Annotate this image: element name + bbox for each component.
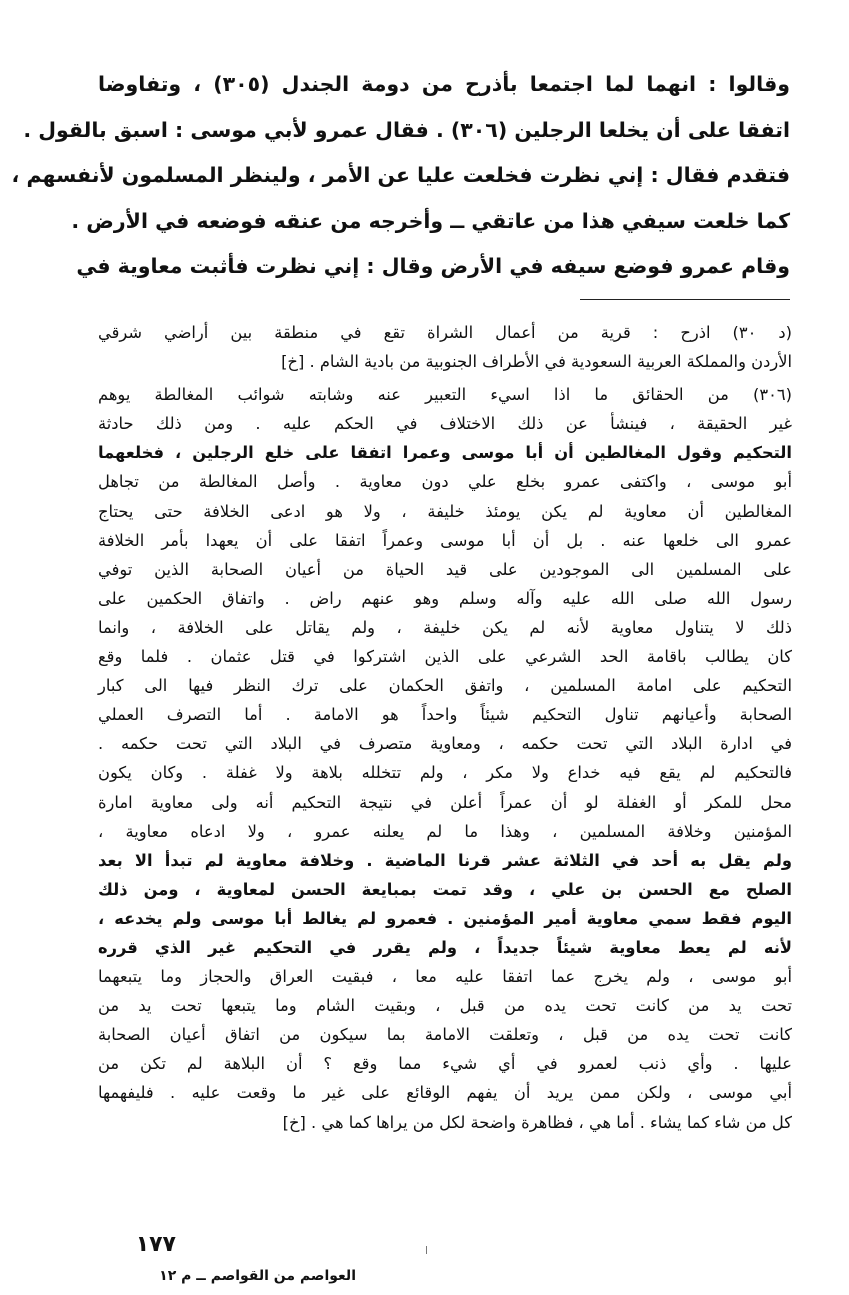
footnote-line: التحكيم على امامة المسلمين ، واتفق الحكمان على ترك النظر فيها الى كبار (98, 676, 792, 696)
footnote-separator (580, 299, 790, 300)
footnote-line: كل من شاء كما يشاء . أما هي ، فظاهرة واضحة لكل من يراها كما هي . [خ] (282, 1112, 792, 1132)
footnote-line: أبو موسى ، واكتفى عمرو بخلع علي دون معاوية . وأصل المغالطة من تجاهل (98, 472, 792, 492)
footnote-line: فالتحكيم لم يقع فيه خداع ولا مكر ، ولم تتخلله بلاهة ولا غفلة . وكان يكون (98, 763, 792, 783)
footnote-line: غير الحقيقة ، فينشأ عن ذلك الاختلاف في الحكم عليه . ومن ذلك حادثة (98, 414, 792, 434)
footnote-line: رسول الله صلى الله عليه وآله وسلم وهو عنهم راض . واتفاق الحكمين على (98, 588, 792, 608)
main-text (11, 62, 790, 290)
footnote-line: كانت تحت يده من قبل ، وتعلقت الامامة بما سيكون من اتفاق أعيان الصحابة (98, 1025, 792, 1045)
footnote-line: التحكيم وقول المغالطين أن أبا موسى وعمرا اتفقا على خلع الرجلين ، فخلعهما (98, 443, 792, 463)
footnote-line: المؤمنين وخلافة المسلمين ، وهذا ما لم يعلنه عمرو ، ولا ادعاه معاوية ، (98, 821, 792, 841)
footnote-line: أبو موسى ، ولم يخرج عما اتفقا عليه معا ، فبقيت العراق والحجاز وما يتبعهما (98, 967, 792, 987)
footnote-line: (د ٣٠) اذرح : قرية من أعمال الشراة تقع في منطقة بين أراضي شرقي (98, 323, 793, 342)
footnote-line: عليها . وأي ذنب لعمرو في أي شيء مما وقع ؟ أن البلاهة لم تكن من (98, 1054, 792, 1074)
footnote-line: (٣٠٦) من الحقائق ما اذا اسيء التعبير عنه وشابته شوائب المغالطة يوهم (98, 385, 792, 405)
footnote-line: ذلك لا يتناول معاوية لأنه لم يكن خليفة ، ولم يقاتل على الخلافة ، وانما (98, 617, 792, 637)
main-text-line: وقام عمرو فوضع سيفه في الأرض وقال : إني نظرت فأثبت معاوية في (76, 254, 790, 278)
main-text-line: كما خلعت سيفي هذا من عاتقي ــ وأخرجه من عنقه فوضعه في الأرض . (71, 208, 790, 233)
print-mark (426, 1246, 427, 1254)
footnote-line: الصلح مع الحسن بن علي ، وقد تمت بمبايعة الحسن لمعاوية ، ومن ذلك (98, 879, 792, 899)
footnote-line: الأردن والمملكة العربية السعودية في الأطراف الجنوبية من بادية الشام . [خ] (281, 352, 792, 372)
page-number: ١٧٧ (135, 1232, 176, 1257)
footnote-line: عمرو الى خلعها عنه . بل أن أبا موسى وعمراً اتفقا على أن يعهدا بأمر الخلافة (98, 530, 792, 550)
footnote-line: تحت يد من كانت تحت يده من قبل ، وبقيت الشام وما يتبعها تحت يد من (98, 996, 792, 1016)
main-text-line: فتقدم فقال : إني نظرت فخلعت عليا عن الأمر ، ولينظر المسلمون لأنفسهم ، (11, 163, 790, 187)
footnote-line: ولم يقل به أحد في الثلاثة عشر قرنا الماضية . وخلافة معاوية لم تبدأ الا بعد (98, 850, 792, 870)
main-text-line: وقالوا : انهما لما اجتمعا بأذرح من دومة الجندل (٣٠٥) ، وتفاوضا (98, 72, 790, 96)
footnotes (98, 318, 792, 1137)
footnote-line: كان يطالب باقامة الحد الشرعي على الذين اشتركوا في قتل عثمان . فلما وقع (98, 647, 792, 667)
main-text-line: اتفقا على أن يخلعا الرجلين (٣٠٦) . فقال عمرو لأبي موسى : اسبق بالقول . (23, 117, 790, 142)
footnote-line: أبي موسى ، ولكن ممن يريد أن يفهم الوقائع على غير ما وقعت عليه . فليفهمها (98, 1083, 792, 1103)
footnote-line: لأنه لم يعط معاوية شيئاً جديداً ، ولم يقرر في التحكيم غير الذي قرره (98, 937, 792, 957)
footnote-line: اليوم فقط سمي معاوية أمير المؤمنين . فعمرو لم يغالط أبا موسى ولم يخدعه ، (98, 908, 792, 928)
footnote-line: على المسلمين الى الموجودين على قيد الحياة من أعيان الصحابة الذين توفي (98, 559, 792, 579)
footnote-306 (98, 380, 792, 1136)
footnote-line: الصحابة وأعيانهم تناول التحكيم شيئاً واحداً هو الامامة . أما التصرف العملي (98, 705, 792, 725)
footnote-line: في ادارة البلاد التي تحت حكمه ، ومعاوية متصرف في البلاد التي تحت حكمه . (98, 734, 792, 754)
footnote-305 (98, 318, 792, 376)
footnote-line: المغالطين أن معاوية لم يكن يومئذ خليفة ، ولا هو ادعى الخلافة حتى يحتاج (98, 501, 792, 521)
footnote-line: محل للمكر أو الغفلة لو أن عمراً أعلن في نتيجة التحكيم أنه ولى معاوية امارة (98, 792, 792, 812)
signature-mark: العواصم من القواصم ــ م ١٢ (159, 1268, 356, 1284)
